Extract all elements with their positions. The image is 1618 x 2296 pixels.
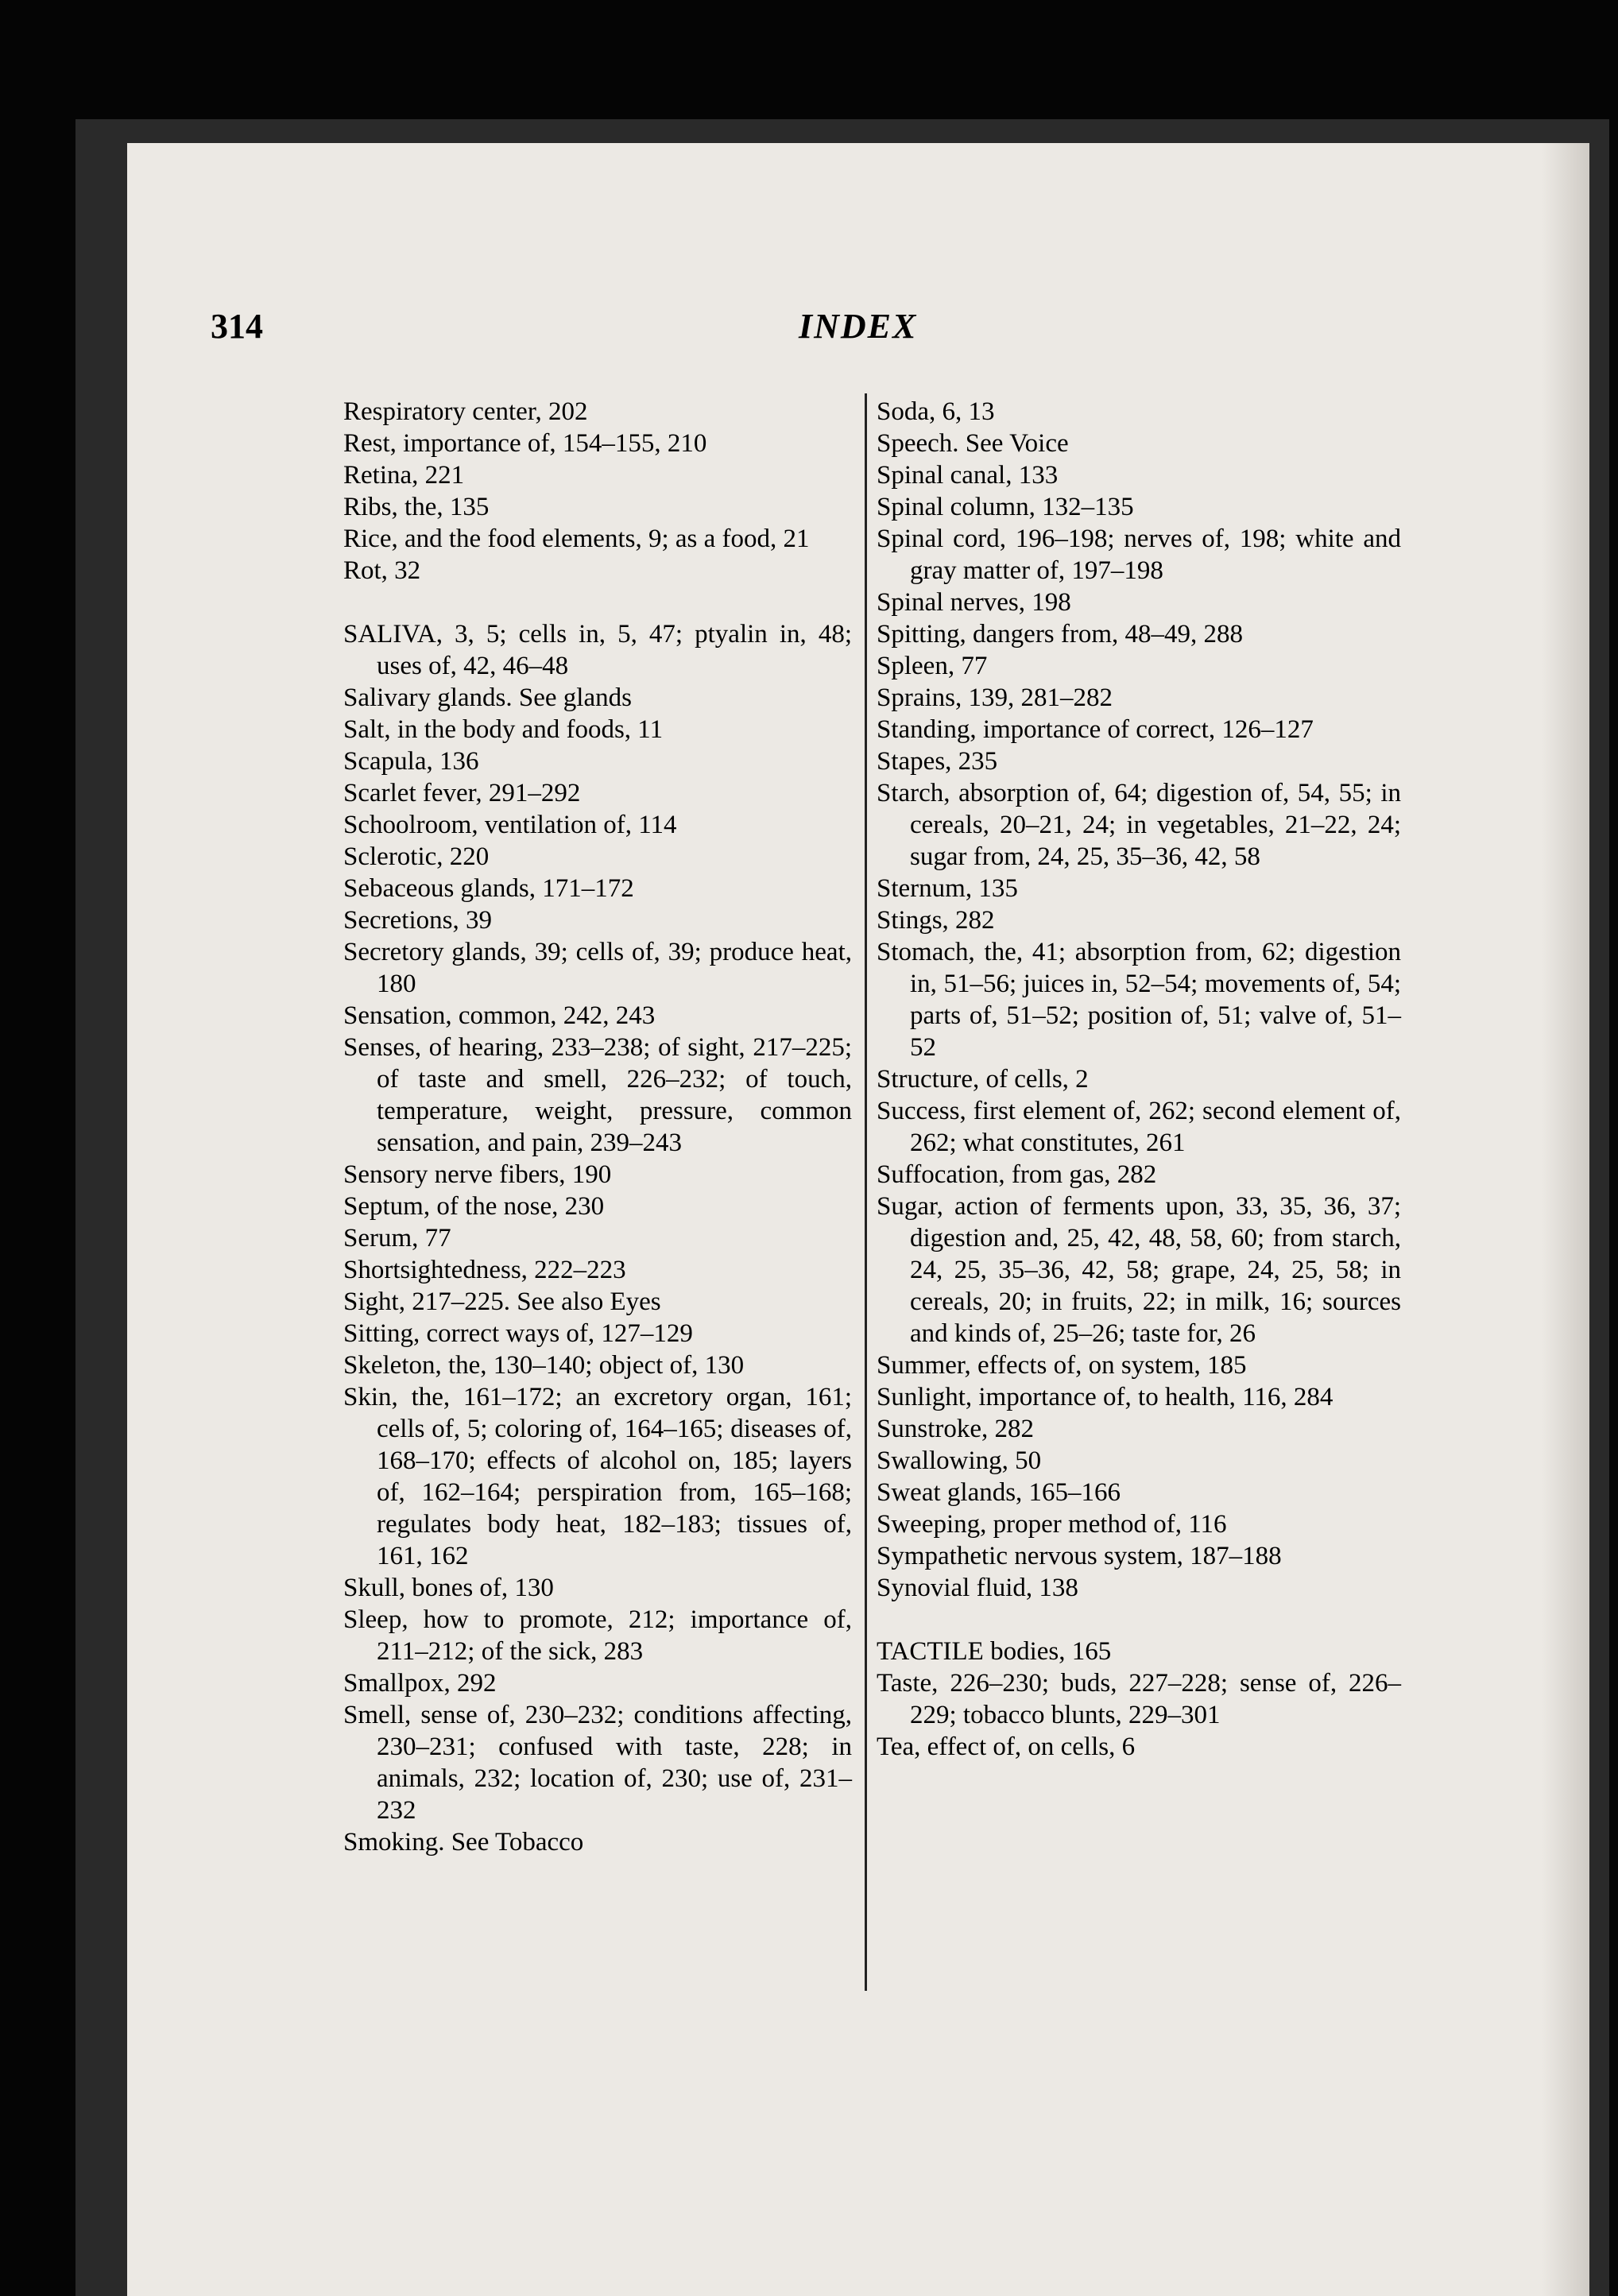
index-entry: TACTILE bodies, 165: [877, 1637, 1112, 1666]
column-divider: [865, 393, 867, 1991]
index-entry: Taste, 226–230; buds, 227–228; sense of, 226–229; tobacco blunts, 229–301: [877, 1669, 1401, 1729]
index-entry: Serum, 77: [343, 1224, 451, 1253]
index-entry: Spleen, 77: [877, 652, 988, 680]
index-entry: Skull, bones of, 130: [343, 1574, 554, 1602]
index-column-right: [877, 396, 1401, 1763]
index-entry: Sunstroke, 282: [877, 1415, 1034, 1443]
index-entry: Standing, importance of correct, 126–127: [877, 715, 1314, 744]
index-entry: Starch, absorption of, 64; digestion of, 54, 55; in cereals, 20–21, 24; in vegetables, 21–22, 24; sugar from, 24, 25, 35–36, 42, 58: [877, 779, 1401, 871]
index-entry: Stomach, the, 41; absorption from, 62; digestion in, 51–56; juices in, 52–54; movements of, 54; parts of, 51–52; position of, 51; valve of, 51–52: [877, 938, 1401, 1062]
index-entry: Schoolroom, ventilation of, 114: [343, 811, 677, 839]
index-entry: SALIVA, 3, 5; cells in, 5, 47; ptyalin in, 48; uses of, 42, 46–48: [343, 620, 852, 680]
index-entry: Skeleton, the, 130–140; object of, 130: [343, 1351, 745, 1380]
index-entry: Speech. See Voice: [877, 429, 1069, 458]
index-entry: Tea, effect of, on cells, 6: [877, 1733, 1136, 1761]
index-entry: Scapula, 136: [343, 747, 479, 776]
index-entry: Spinal nerves, 198: [877, 588, 1071, 617]
index-entry: Rest, importance of, 154–155, 210: [343, 429, 707, 458]
index-entry: Sitting, correct ways of, 127–129: [343, 1319, 693, 1348]
index-entry: Stings, 282: [877, 906, 995, 935]
index-entry: Suffocation, from gas, 282: [877, 1160, 1157, 1189]
index-entry: Sympathetic nervous system, 187–188: [877, 1542, 1282, 1570]
index-entry: Senses, of hearing, 233–238; of sight, 217–225; of taste and smell, 226–232; of touch, temperature, weight, pressure, common sensation, and pain, 239–243: [343, 1033, 852, 1157]
index-entry: Retina, 221: [343, 461, 465, 490]
index-entry: Sleep, how to promote, 212; importance of, 211–212; of the sick, 283: [343, 1605, 852, 1666]
index-entry: Spitting, dangers from, 48–49, 288: [877, 620, 1244, 649]
index-entry: Secretory glands, 39; cells of, 39; produce heat, 180: [343, 938, 852, 998]
index-entry: Sunlight, importance of, to health, 116, 284: [877, 1383, 1333, 1411]
page-number: 314: [211, 307, 263, 346]
page-header: [211, 306, 1466, 354]
index-entry: Spinal cord, 196–198; nerves of, 198; white and gray matter of, 197–198: [877, 525, 1401, 585]
index-entry: Sternum, 135: [877, 874, 1018, 903]
index-entry: Sweeping, proper method of, 116: [877, 1510, 1227, 1539]
index-entry: Smoking. See Tobacco: [343, 1828, 584, 1857]
index-entry: Sight, 217–225. See also Eyes: [343, 1287, 661, 1316]
index-entry: Sugar, action of ferments upon, 33, 35, 36, 37; digestion and, 25, 42, 48, 58, 60; from starch, 24, 25, 35–36, 42, 58; grape, 24, 25, 58; in cereals, 20; in fruits, 22; in milk, 16; sources and kinds of, 25–26; taste for, 26: [877, 1192, 1401, 1348]
index-entry: Smell, sense of, 230–232; conditions affecting, 230–231; confused with taste, 228; in animals, 232; location of, 230; use of, 231–232: [343, 1701, 852, 1825]
index-entry: Smallpox, 292: [343, 1669, 497, 1698]
entry-gap: [877, 1604, 1401, 1636]
index-entry: Sclerotic, 220: [343, 842, 490, 871]
index-entry: Septum, of the nose, 230: [343, 1192, 605, 1221]
index-entry: Spinal canal, 133: [877, 461, 1059, 490]
index-entry: Scarlet fever, 291–292: [343, 779, 581, 807]
index-entry: Rot, 32: [343, 556, 421, 585]
index-entry: Salt, in the body and foods, 11: [343, 715, 664, 744]
index-entry: Sebaceous glands, 171–172: [343, 874, 634, 903]
running-head: INDEX: [799, 307, 918, 346]
index-entry: Summer, effects of, on system, 185: [877, 1351, 1247, 1380]
index-column-left: [343, 396, 852, 1858]
index-entry: Swallowing, 50: [877, 1446, 1042, 1475]
index-entry: Skin, the, 161–172; an excretory organ, 161; cells of, 5; coloring of, 164–165; diseases of, 168–170; effects of alcohol on, 185; layers of, 162–164; perspiration from, 165–168; regulates body heat, 182–183; tissues of, 161, 162: [343, 1383, 852, 1570]
index-entry: Sweat glands, 165–166: [877, 1478, 1121, 1507]
index-entry: Rice, and the food elements, 9; as a food, 21: [343, 525, 810, 553]
index-entry: Shortsightedness, 222–223: [343, 1256, 626, 1284]
index-entry: Spinal column, 132–135: [877, 493, 1134, 521]
index-entry: Success, first element of, 262; second element of, 262; what constitutes, 261: [877, 1097, 1401, 1157]
index-entry: Synovial fluid, 138: [877, 1574, 1078, 1602]
index-entry: Stapes, 235: [877, 747, 998, 776]
index-entry: Ribs, the, 135: [343, 493, 490, 521]
index-entry: Soda, 6, 13: [877, 397, 995, 426]
page-curl-shadow: [1542, 143, 1589, 2296]
index-entry: Sprains, 139, 281–282: [877, 683, 1113, 712]
index-entry: Respiratory center, 202: [343, 397, 588, 426]
index-entry: Sensation, common, 242, 243: [343, 1001, 656, 1030]
index-entry: Salivary glands. See glands: [343, 683, 632, 712]
index-entry: Sensory nerve fibers, 190: [343, 1160, 612, 1189]
index-entry: Secretions, 39: [343, 906, 492, 935]
index-entry: Structure, of cells, 2: [877, 1065, 1089, 1094]
entry-gap: [343, 587, 852, 618]
